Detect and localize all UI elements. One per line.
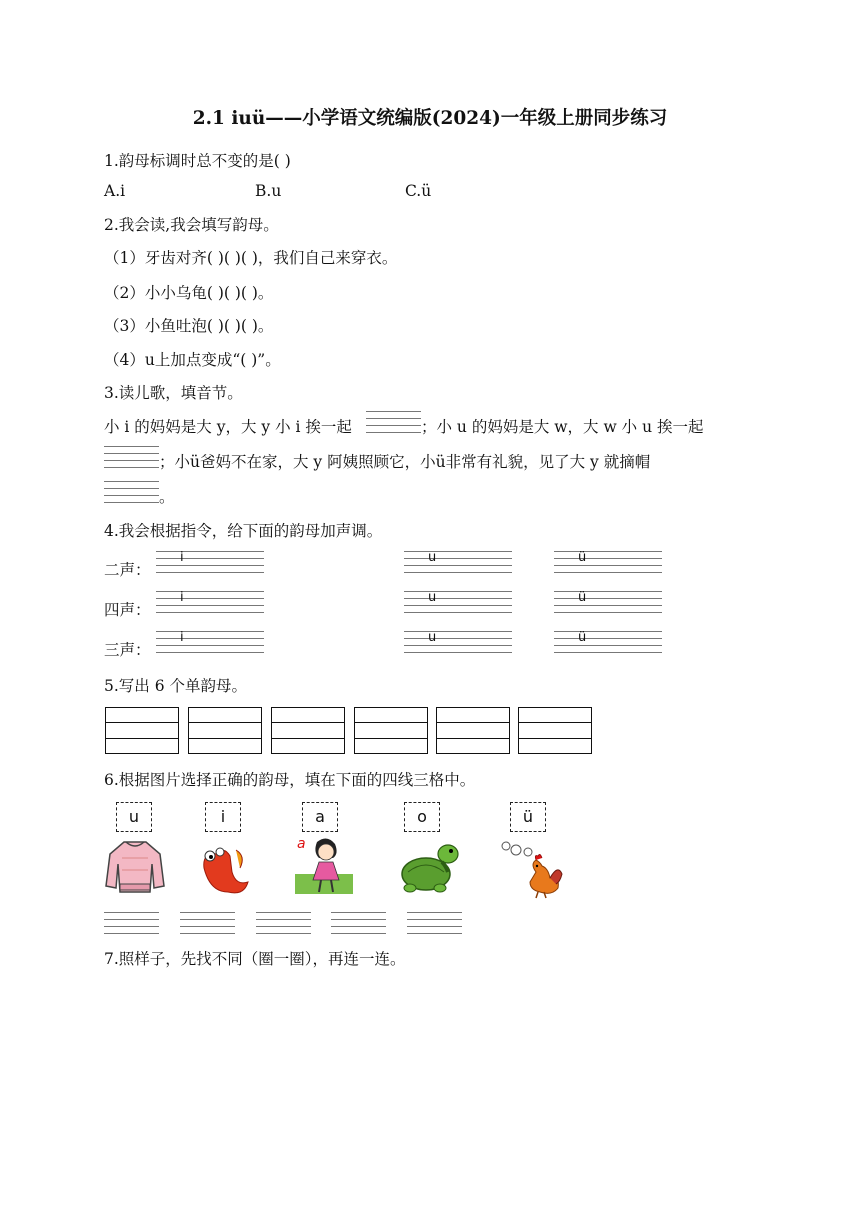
question-4-stem: 4.我会根据指令，给下面的韵母加声调。	[104, 522, 383, 540]
page-title: 2.1 iuü——小学语文统编版(2024)一年级上册同步练习	[192, 108, 668, 129]
answer-lines[interactable]	[104, 912, 159, 934]
writing-box[interactable]	[105, 707, 179, 754]
writing-box[interactable]	[354, 707, 428, 754]
fish-picture	[196, 842, 252, 898]
question-2-item: （3）小鱼吐泡( )( )( )。	[104, 317, 274, 335]
four-line-grid[interactable]	[404, 631, 512, 655]
four-line-grid[interactable]	[554, 631, 662, 655]
four-line-grid[interactable]	[156, 631, 264, 655]
turtle-picture	[396, 838, 462, 896]
vowel-letter: i	[180, 590, 184, 605]
vowel-letter: u	[428, 630, 437, 645]
four-line-grid[interactable]	[404, 551, 512, 575]
answer-lines[interactable]	[366, 411, 421, 433]
question-6-stem: 6.根据图片选择正确的韵母，填在下面的四线三格中。	[104, 771, 476, 789]
writing-box[interactable]	[188, 707, 262, 754]
vowel-letter: i	[180, 630, 184, 645]
girl-picture	[293, 834, 355, 896]
four-line-grid[interactable]	[156, 551, 264, 575]
vowel-option-box: a	[302, 802, 338, 832]
tone-row-label: 四声：	[104, 601, 151, 619]
question-5-stem: 5.写出 6 个单韵母。	[104, 677, 248, 695]
rooster-picture	[500, 838, 564, 900]
vowel-option-box: ü	[510, 802, 546, 832]
question-1-option-b: B.u	[255, 182, 282, 200]
four-line-grid[interactable]	[404, 591, 512, 615]
four-line-grid[interactable]	[554, 591, 662, 615]
question-2-stem: 2.我会读,我会填写韵母。	[104, 216, 279, 234]
answer-lines[interactable]	[256, 912, 311, 934]
answer-lines[interactable]	[407, 912, 462, 934]
vowel-option-box: u	[116, 802, 152, 832]
question-3-line-3-end: 。	[159, 488, 175, 506]
vowel-letter: u	[428, 550, 437, 565]
tone-row-label: 三声：	[104, 641, 151, 659]
four-line-grid[interactable]	[554, 551, 662, 575]
writing-box[interactable]	[271, 707, 345, 754]
writing-box[interactable]	[518, 707, 592, 754]
writing-box[interactable]	[436, 707, 510, 754]
question-1-stem: 1.韵母标调时总不变的是( )	[104, 152, 291, 170]
question-3-line-2: ；小ü爸妈不在家，大 y 阿姨照顾它，小ü非常有礼貌，见了大 y 就摘帽	[159, 453, 651, 471]
vowel-letter: ü	[578, 550, 587, 565]
question-1-option-c: C.ü	[405, 182, 432, 200]
question-2-item: （2）小小乌龟( )( )( )。	[104, 284, 274, 302]
vowel-letter: ü	[578, 590, 587, 605]
four-line-grid[interactable]	[156, 591, 264, 615]
question-2-item: （4）u上加点变成“( )”。	[104, 351, 281, 369]
question-2-item: （1）牙齿对齐( )( )( )，我们自己来穿衣。	[104, 249, 398, 267]
answer-lines[interactable]	[104, 481, 159, 503]
answer-lines[interactable]	[180, 912, 235, 934]
question-3-stem: 3.读儿歌，填音节。	[104, 384, 243, 402]
answer-lines[interactable]	[104, 446, 159, 468]
tone-row-label: 二声：	[104, 561, 151, 579]
vowel-letter: u	[428, 590, 437, 605]
question-3-line-1a: 小 i 的妈妈是大 y，大 y 小 i 挨一起	[104, 418, 352, 436]
sweater-picture	[102, 838, 168, 896]
question-3-line-1b: ；小 u 的妈妈是大 w，大 w 小 u 挨一起	[421, 418, 704, 436]
question-1-option-a: A.i	[104, 182, 126, 200]
vowel-option-box: o	[404, 802, 440, 832]
vowel-letter: ü	[578, 630, 587, 645]
vowel-option-box: i	[205, 802, 241, 832]
answer-lines[interactable]	[331, 912, 386, 934]
svg-text:a: a	[297, 836, 306, 852]
vowel-letter: i	[180, 550, 184, 565]
question-7-stem: 7.照样子，先找不同（圈一圈），再连一连。	[104, 950, 406, 968]
